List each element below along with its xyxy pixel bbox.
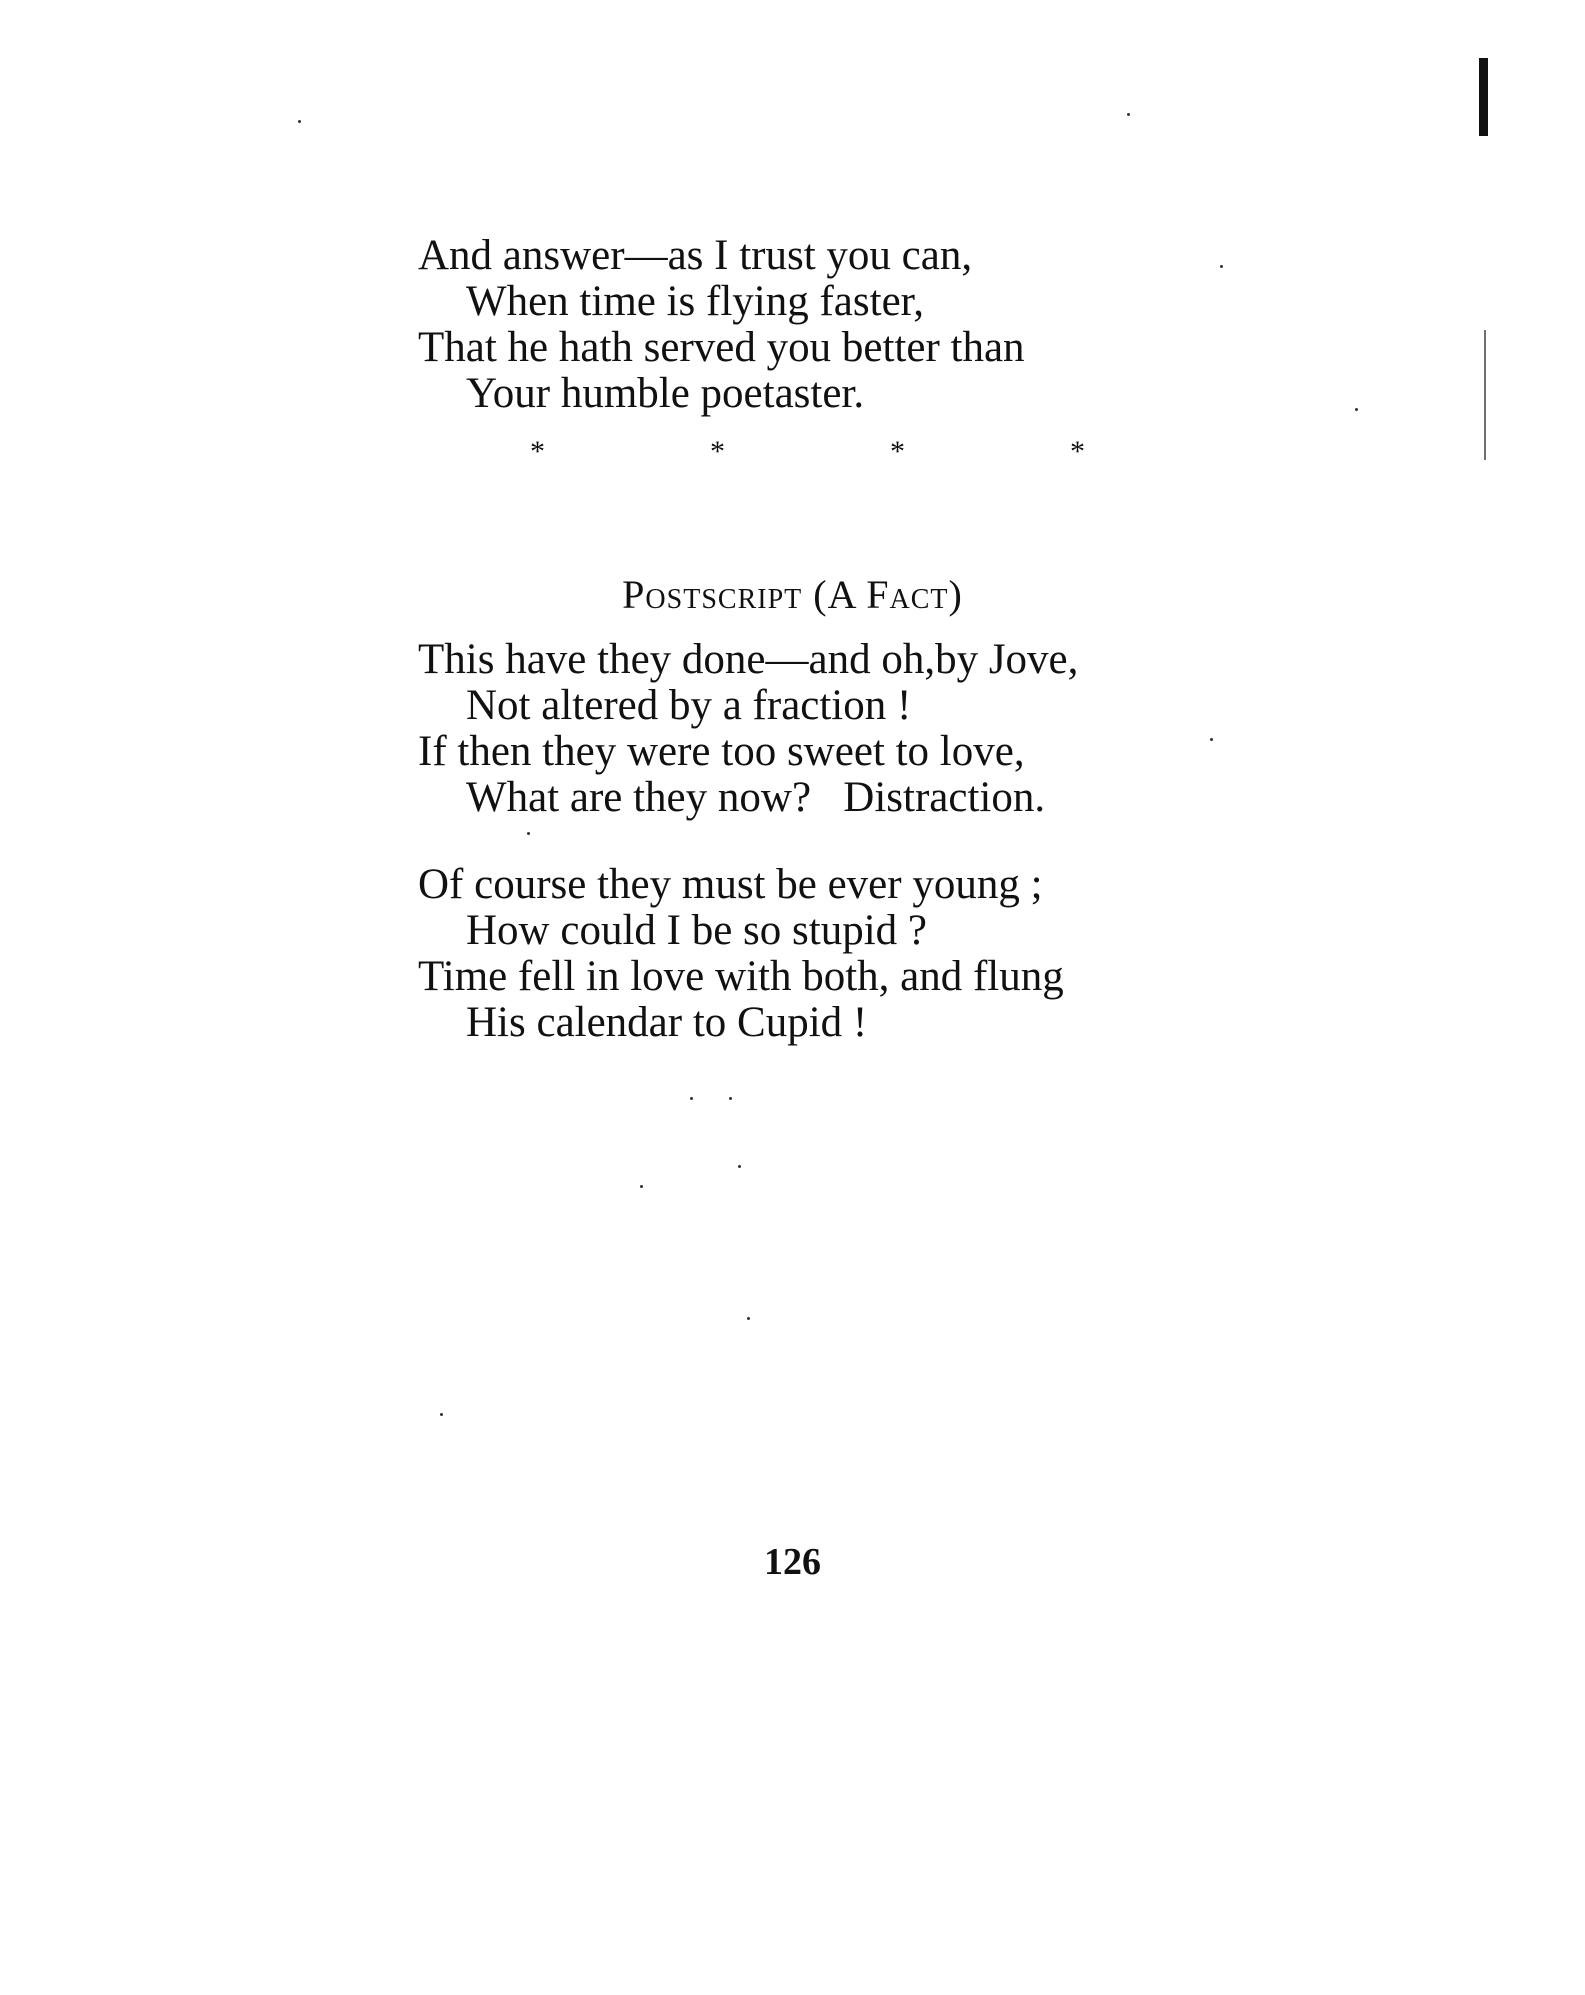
scan-speck xyxy=(1220,265,1223,268)
verse-line: Of course they must be ever young ; xyxy=(418,861,1043,908)
poem-title xyxy=(0,570,1585,620)
scan-speck xyxy=(1355,408,1358,411)
scan-edge-line xyxy=(1484,330,1486,460)
asterisk-mark: * xyxy=(530,435,545,468)
scan-speck xyxy=(729,1097,732,1100)
stanza-1 xyxy=(418,233,1025,417)
scan-speck xyxy=(747,1317,750,1320)
scan-speck xyxy=(738,1165,741,1168)
scan-speck xyxy=(640,1185,643,1188)
asterisk-mark: * xyxy=(890,435,905,468)
scan-speck xyxy=(298,120,301,123)
page-number: 126 xyxy=(764,1541,821,1583)
scan-speck xyxy=(527,832,530,835)
verse-line: When time is flying faster, xyxy=(466,278,925,325)
verse-line: Time fell in love with both, and flung xyxy=(418,953,1064,1000)
scan-speck xyxy=(690,1097,693,1100)
scan-speck xyxy=(1210,738,1213,741)
stanza-2 xyxy=(418,637,1078,821)
scan-edge-mark xyxy=(1479,58,1488,136)
poem-title-sub: (A Fact) xyxy=(813,572,963,617)
scan-speck xyxy=(1127,113,1130,116)
scan-speck xyxy=(440,1413,443,1416)
verse-line: Your humble poetaster. xyxy=(466,370,865,417)
asterisk-mark: * xyxy=(1070,435,1085,468)
verse-line: Not altered by a fraction ! xyxy=(466,682,912,729)
verse-line: And answer—as I trust you can, xyxy=(418,232,973,279)
stanza-3 xyxy=(418,862,1064,1046)
poem-title-main: Postscript xyxy=(622,572,803,617)
verse-line: This have they done—and oh,by Jove, xyxy=(418,636,1079,683)
verse-line: His calendar to Cupid ! xyxy=(466,999,868,1046)
asterisk-mark: * xyxy=(710,435,725,468)
section-separator xyxy=(530,432,1100,472)
verse-line: What are they now? Distraction. xyxy=(466,774,1046,821)
verse-line: If then they were too sweet to love, xyxy=(418,728,1025,775)
verse-line: That he hath served you better than xyxy=(418,324,1025,371)
verse-line: How could I be so stupid ? xyxy=(466,907,927,954)
